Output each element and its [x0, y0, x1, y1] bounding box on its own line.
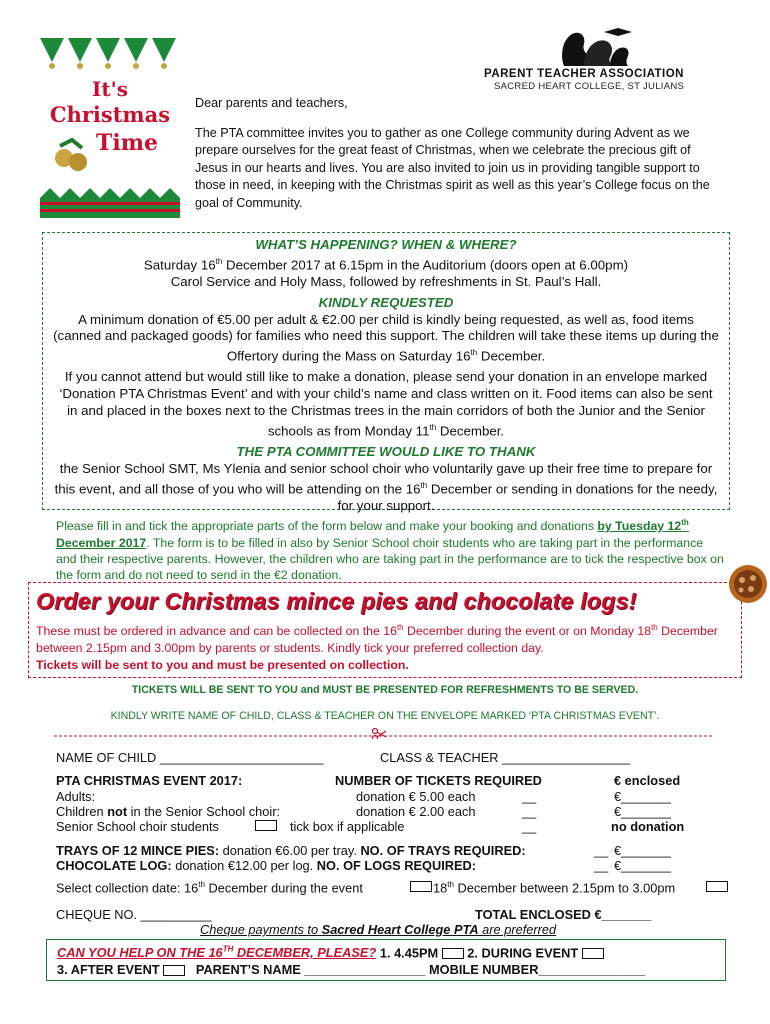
collection-18-checkbox[interactable] [706, 881, 728, 892]
collection-sup1: th [198, 880, 205, 889]
deadline-sup: th [681, 518, 689, 527]
thanks-paragraph [43, 461, 729, 515]
logs-required-label: NO. OF LOGS REQUIRED: [316, 858, 477, 873]
collection-post: December between 2.15pm to 3.00pm [453, 880, 676, 896]
option-3-checkbox[interactable] [163, 965, 185, 976]
requested-paragraph-1 [43, 312, 729, 366]
payable-post: are preferred [478, 922, 557, 937]
pta-silhouette-logo [554, 26, 634, 70]
event-date-post: December 2017 at 6.15pm in the Auditorium (doors open at 6.00pm) [222, 257, 629, 273]
volunteer-option-1: 1. 4.45PM [376, 945, 442, 961]
collection-16-checkbox[interactable] [410, 881, 432, 892]
badge-line-christmas: Christmas [49, 102, 171, 127]
letter-paragraph: The PTA committee invites you to gather as one College community during Advent as we prepare ourselves for the great feast of Christmas, when we celebrate the precious gift of Jesus in our hearts and lives. You are also invited to join us in providing tangible support to those in need, in keeping with the Christmas spirit as well as this year’s College focus on the goal of Community. [195, 125, 710, 210]
logs-amount-field[interactable]: €_______ [614, 858, 671, 873]
adults-price: donation € 5.00 each [356, 789, 476, 804]
letter-body [195, 95, 715, 212]
trays-price: donation €6.00 per tray. [219, 843, 361, 858]
mobile-number-field[interactable]: MOBILE NUMBER_______________ [428, 962, 646, 977]
requested-p2-pre: If you cannot attend but would still like to make a donation, please send your donation in an envelope marked ‘Donation PTA Christmas Event’ and with your child’s name and class written on it. Food items can also be sent in and placed in the boxes next to the Christmas trees in the main corridors of both the Junior and the Senior schools as from Monday 11 [59, 369, 713, 439]
children-post: in the Senior School choir: [127, 804, 281, 819]
collection-pre: Select collection date: 16 [56, 880, 199, 896]
thanks-sup: th [420, 480, 428, 490]
trays-amount-field[interactable]: €_______ [614, 843, 671, 858]
total-enclosed-field[interactable]: TOTAL ENCLOSED €_______ [475, 907, 652, 922]
requested-paragraph-2 [43, 369, 729, 440]
cheque-payee-note [200, 922, 556, 937]
pies-text-c: December between 2.15pm and 3.00pm by parents or students. Kindly tick your preferred collection day. [36, 624, 718, 656]
letter-greeting: Dear parents and teachers, [195, 96, 348, 110]
trays-label: TRAYS OF 12 MINCE PIES: [56, 843, 220, 858]
cheque-no-field[interactable]: CHEQUE NO. __________ [56, 907, 212, 922]
class-teacher-field[interactable]: CLASS & TEACHER __________________ [380, 750, 631, 765]
zigzag-border-decoration [40, 184, 180, 218]
pies-text-b-sup: th [651, 623, 658, 632]
event-date-line [43, 254, 729, 274]
requested-p1-post: December. [477, 348, 546, 364]
requested-p2-post: December. [436, 423, 505, 439]
collection-sup2: th [447, 880, 454, 889]
choir-tickets-field[interactable]: __ [522, 819, 537, 834]
thanks-post: December or sending in donations for the needy, for your support. [337, 481, 718, 513]
pta-name: PARENT TEACHER ASSOCIATION [484, 68, 684, 80]
requested-title: KINDLY REQUESTED [318, 294, 454, 310]
question-pre: CAN YOU HELP ON THE 16 [57, 945, 223, 961]
volunteer-question [57, 945, 376, 960]
instructions-pre: Please fill in and tick the appropriate parts of the form below and make your booking and donations [56, 519, 598, 534]
logs-label: CHOCOLATE LOG: [56, 858, 172, 873]
payable-name: Sacred Heart College PTA [321, 922, 479, 937]
mince-pie-icon [726, 562, 770, 606]
collection-18: 18 [433, 880, 448, 896]
event-heading: PTA CHRISTMAS EVENT 2017: [56, 773, 243, 788]
children-tickets-field[interactable]: __ [522, 804, 537, 819]
enclosed-heading: € enclosed [614, 773, 681, 788]
volunteer-row-1 [57, 945, 604, 960]
event-info-box [42, 232, 730, 513]
volunteer-box [46, 939, 726, 981]
collection-date-18 [433, 880, 675, 895]
option-1-checkbox[interactable] [442, 948, 464, 959]
instructions-post: . The form is to be filled in also by Senior School choir students who are taking part in the performance and their respective parents. However, the children who are taking part in the performance are to tick the respective box on the form and do not need to send in the €2 donation. [56, 535, 724, 583]
badge-line-its: It's [92, 77, 128, 101]
deadline-post: December 2017 [56, 535, 147, 550]
children-amount-field[interactable]: €_______ [614, 804, 671, 819]
collection-mid: December during the event [204, 880, 363, 896]
pies-text-a-sup: th [396, 623, 404, 632]
scissors-cut-line [54, 727, 714, 739]
requested-p1-sup: th [470, 348, 478, 358]
logs-price: donation €12.00 per log. [171, 858, 317, 873]
pta-subtitle: SACRED HEART COLLEGE, ST JULIANS [494, 81, 685, 92]
requested-p2-sup: th [429, 422, 437, 432]
requested-p1-pre: A minimum donation of €5.00 per adult & €2.00 per child is kindly being requested, as well as, food items (canned and packaged goods) for families who need this support. The children will take these items up during the Offertory during the Mass on Saturday 16 [53, 311, 719, 364]
christmas-badge [40, 78, 180, 188]
adults-tickets-field[interactable]: __ [522, 789, 537, 804]
adults-amount-field[interactable]: €_______ [614, 789, 671, 804]
scissors-icon [373, 729, 387, 740]
choir-checkbox[interactable] [255, 820, 277, 831]
question-sup: TH [222, 945, 234, 954]
collection-date-16 [56, 880, 363, 895]
question-post: DECEMBER, PLEASE? [233, 945, 377, 961]
volunteer-row-2 [57, 962, 645, 977]
volunteer-option-2: 2. DURING EVENT [463, 945, 582, 961]
event-date-sup: th [215, 256, 223, 266]
happening-title: WHAT’S HAPPENING? WHEN & WHERE? [255, 237, 517, 252]
tickets-heading: NUMBER OF TICKETS REQUIRED [335, 773, 542, 788]
payable-pre: Cheque payments to [200, 922, 322, 937]
logs-row [56, 858, 476, 873]
badge-line-time: Time [95, 130, 158, 156]
event-program-line: Carol Service and Holy Mass, followed by refreshments in St. Paul’s Hall. [170, 274, 602, 290]
children-pre: Children [56, 804, 108, 819]
event-date-pre: Saturday 16 [143, 257, 216, 273]
trays-count-field[interactable]: __ [594, 843, 609, 858]
volunteer-option-3: 3. AFTER EVENT [57, 962, 164, 977]
choir-label: Senior School choir students [56, 819, 219, 834]
thanks-pre: the Senior School SMT, Ms Ylenia and senior school choir who voluntarily gave up their free time to prepare for this event, and all those of you who will be attending on the 16 [54, 460, 713, 497]
mince-pies-title: Order your Christmas mince pies and chocolate logs! [36, 588, 637, 614]
adults-label: Adults: [56, 789, 96, 804]
deadline-pre: by Tuesday 12 [597, 519, 682, 534]
children-not: not [107, 804, 128, 819]
tickets-note: TICKETS WILL BE SENT TO YOU and MUST BE PRESENTED FOR REFRESHMENTS TO BE SERVED. [131, 684, 639, 696]
trays-required-label: NO. OF TRAYS REQUIRED: [360, 843, 526, 858]
no-donation-label: no donation [611, 819, 685, 834]
child-name-field[interactable]: NAME OF CHILD _______________________ [56, 750, 324, 765]
option-2-checkbox[interactable] [582, 948, 604, 959]
jingle-bells-icon [52, 136, 92, 176]
thanks-title: THE PTA COMMITTEE WOULD LIKE TO THANK [236, 444, 536, 460]
envelope-note: KINDLY WRITE NAME OF CHILD, CLASS & TEACHER ON THE ENVELOPE MARKED ‘PTA CHRISTMAS EVENT’. [110, 710, 660, 722]
choir-tick-label: tick box if applicable [290, 819, 405, 834]
children-label [56, 804, 280, 819]
mince-pies-text [36, 619, 736, 674]
children-price: donation € 2.00 each [356, 804, 476, 819]
pies-text-b: December during the event or on Monday 18 [403, 624, 652, 639]
logs-count-field[interactable]: __ [594, 858, 609, 873]
parent-name-field[interactable]: PARENT’S NAME _________________ [195, 962, 426, 977]
pies-text-a: These must be ordered in advance and can be collected on the 16 [36, 624, 397, 639]
pies-collection-note: Tickets will be sent to you and must be presented on collection. [36, 658, 409, 673]
form-instructions [56, 515, 726, 584]
trays-row [56, 843, 526, 858]
